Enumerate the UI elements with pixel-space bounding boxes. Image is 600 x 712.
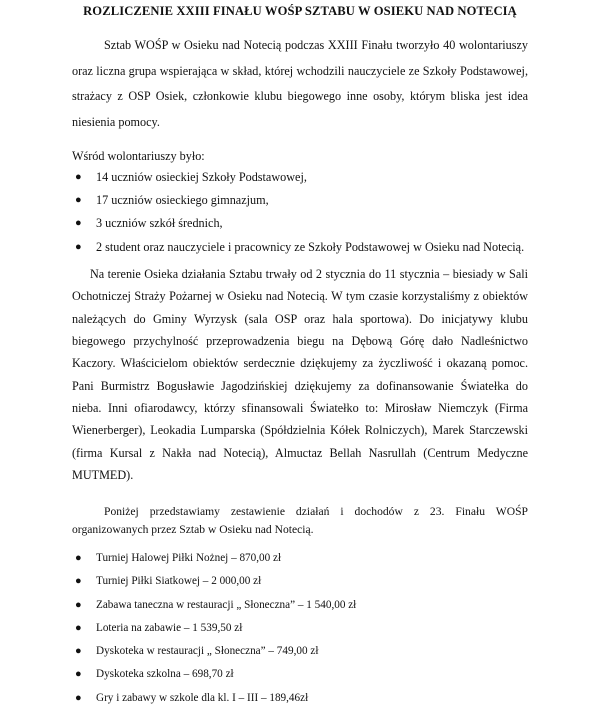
bullet-icon: ● [75, 621, 82, 634]
list-item: ● 3 uczniów szkół średnich, [75, 216, 223, 231]
intro-paragraph [72, 33, 528, 135]
list-item: ● Gry i zabawy w szkole dla kl. I – III – 189,46zł [72, 689, 356, 712]
area-paragraph [72, 263, 528, 486]
list-item: ● Turniej Piłki Siatkowej – 2 000,00 zł [72, 572, 356, 595]
summary-text: Poniżej przedstawiamy zestawienie działań i dochodów z 23. Finału WOŚP organizowanych przez Sztab w Osieku nad Notecią. [72, 505, 528, 536]
bullet-icon: ● [75, 171, 82, 183]
bullet-icon: ● [75, 668, 82, 681]
list-item: ● Zabawa taneczna w restauracji „ Słoneczna” – 1 540,00 zł [72, 596, 356, 619]
list-item: ● Loteria na zabawie – 1 539,50 zł [72, 619, 356, 642]
bullet-icon: ● [75, 217, 82, 230]
bullet-icon: ● [75, 575, 82, 588]
list-item: ● Dyskoteka w restauracji „ Słoneczna” – 749,00 zł [72, 642, 356, 665]
bullet-icon: ● [75, 691, 82, 704]
list-item: ● 17 uczniów osieckiego gimnazjum, [75, 193, 269, 208]
bullet-icon: ● [75, 598, 82, 611]
bullet-icon: ● [75, 240, 82, 253]
list-item: ● Dyskoteka szkolna – 698,70 zł [72, 665, 356, 688]
document-title: ROZLICZENIE XXIII FINAŁU WOŚP SZTABU W OSIEKU NAD NOTECIĄ [83, 4, 517, 18]
summary-paragraph [72, 503, 528, 538]
volunteers-list [72, 168, 524, 261]
list-item: ● 14 uczniów osieckiej Szkoły Podstawowej, [75, 170, 307, 184]
intro-text: Sztab WOŚP w Osieku nad Notecią podczas XXIII Finału tworzyło 40 wolontariuszy oraz liczna grupa wspierająca w skład, której wchodzili nauczyciele ze Szkoły Podstawowej, strażacy z OSP Osiek, członkowie klubu biegowego inne osoby, którym bliska jest idea niesienia pomocy. [72, 38, 528, 129]
list-item: ● Turniej Halowej Piłki Nożnej – 870,00 zł [72, 549, 356, 572]
incomes-list [72, 549, 356, 712]
list-item: ● 2 student oraz nauczyciele i pracownicy ze Szkoły Podstawowej w Osieku nad Notecią. [75, 239, 525, 254]
volunteers-label: Wśród wolontariuszy było: [72, 149, 205, 163]
bullet-icon: ● [75, 194, 82, 207]
area-text: Na terenie Osieka działania Sztabu trwały od 2 stycznia do 11 stycznia – biesiady w Sali Ochotniczej Straży Pożarnej w Osieku nad Notecią. W tym czasie korzystaliśmy z obiektów należących do Gminy Wyrzysk (sala OSP oraz hala sportowa). Do inicjatywy klubu biegowego przychylność przeprowadzenia biegu na Dębową Górę dało Nadleśnictwo Kaczory. Właścicielom obiektów serdecznie dziękujemy za życzliwość i okazaną pomoc. Pani Burmistrz Bogusławie Jagodzińskiej dziękujemy za dofinansowanie Światełka do nieba. Inni ofiarodawcy, którzy sfinansowali Światełko to: Mirosław Niemczyk (Firma Wienerberger), Leokadia Lumparska (Spółdzielnia Kółek Rolniczych), Marek Starczewski (firma Kursal z Nakła nad Notecią), Almuctaz Bellah Nasrullah (Centrum Medyczne MUTMED). [72, 267, 528, 483]
bullet-icon: ● [75, 552, 82, 564]
bullet-icon: ● [75, 645, 82, 658]
